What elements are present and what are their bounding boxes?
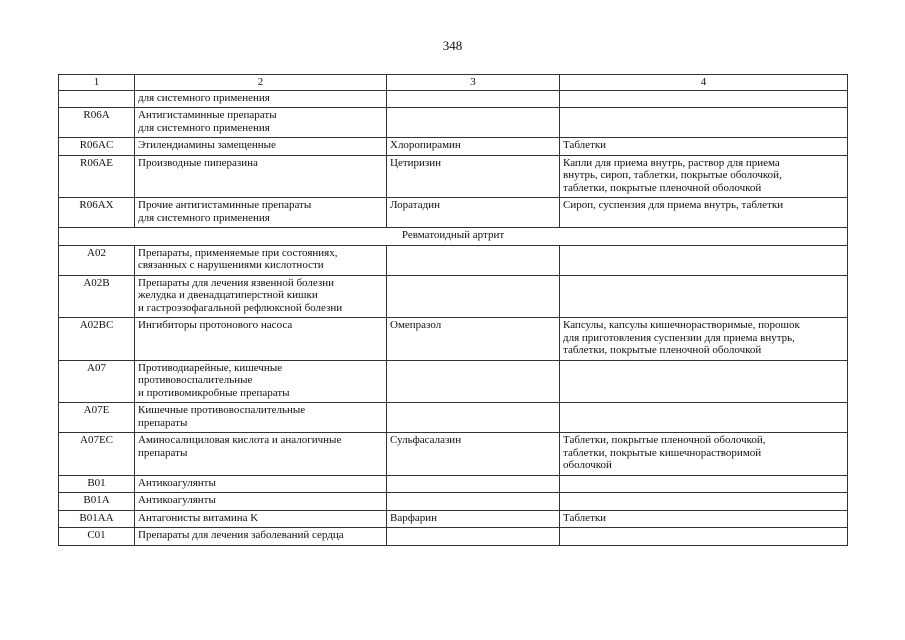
atc-group-line: для системного применения (138, 121, 270, 134)
dosage-form-cell (560, 108, 848, 138)
atc-group-cell (135, 245, 387, 275)
atc-group-line: для системного применения (138, 211, 270, 224)
atc-group-cell (135, 493, 387, 511)
atc-group-cell (135, 510, 387, 528)
atc-code-cell: R06AE (59, 155, 135, 198)
drug-name-cell (387, 275, 560, 318)
atc-group-line: Прочие антигистаминные препараты (138, 199, 312, 211)
table-row (59, 198, 848, 228)
atc-group-line: и гастроэзофагальной рефлюксной болезни (138, 301, 343, 314)
dosage-form-line: Капсулы, капсулы кишечнорастворимые, порошок (563, 319, 800, 331)
section-row (59, 228, 848, 246)
atc-group-cell (135, 360, 387, 403)
table-row (59, 433, 848, 476)
drug-name-cell (387, 475, 560, 493)
dosage-form-line: таблетки, покрытые пленочной оболочкой (563, 344, 762, 356)
atc-group-line: Противодиарейные, кишечные (138, 361, 283, 374)
dosage-form-cell (560, 275, 848, 318)
dosage-form-line: Таблетки (563, 139, 607, 151)
table-row (59, 90, 848, 108)
section-title: Ревматоидный артрит (59, 228, 848, 246)
dosage-form-line: Сироп, суспензия для приема внутрь, таблетки (563, 199, 784, 211)
table-row (59, 475, 848, 493)
dosage-form-cell (560, 138, 848, 156)
table-row (59, 155, 848, 198)
table-row (59, 318, 848, 361)
atc-group-cell (135, 433, 387, 476)
atc-group-cell (135, 90, 387, 108)
atc-code-cell: B01A (59, 493, 135, 511)
table-row (59, 360, 848, 403)
dosage-form-cell (560, 155, 848, 198)
dosage-form-cell (560, 528, 848, 546)
atc-group-line: связанных с нарушениями кислотности (138, 259, 324, 271)
atc-code-cell (59, 90, 135, 108)
drug-name-cell (387, 245, 560, 275)
atc-code-cell: C01 (59, 528, 135, 546)
drug-name-cell (387, 493, 560, 511)
dosage-form-line: Таблетки (563, 511, 607, 524)
table-body (59, 75, 848, 546)
drug-name-cell (387, 360, 560, 403)
atc-code-cell: R06AC (59, 138, 135, 156)
atc-group-cell (135, 138, 387, 156)
atc-code-cell: A07E (59, 403, 135, 433)
table-row (59, 275, 848, 318)
dosage-form-cell (560, 433, 848, 476)
atc-group-cell (135, 275, 387, 318)
header-row (59, 75, 848, 91)
header-cell-2: 2 (135, 75, 387, 91)
dosage-form-line: внутрь, сироп, таблетки, покрытые оболочкой, (563, 169, 782, 181)
table-row (59, 245, 848, 275)
dosage-form-cell (560, 90, 848, 108)
atc-group-cell (135, 403, 387, 433)
atc-code-cell: A02 (59, 245, 135, 275)
dosage-form-cell (560, 510, 848, 528)
atc-group-line: Препараты для лечения язвенной болезни (138, 276, 335, 289)
atc-group-line: препараты (138, 446, 188, 459)
dosage-form-cell (560, 198, 848, 228)
atc-code-cell: A02BC (59, 318, 135, 361)
drug-name-cell: Цетиризин (387, 155, 560, 198)
dosage-form-line: таблетки, покрытые кишечнорастворимой (563, 446, 762, 459)
atc-group-line: Антикоагулянты (138, 494, 216, 506)
atc-group-line: желудка и двенадцатиперстной кишки (138, 289, 318, 301)
drug-name-cell: Хлоропирамин (387, 138, 560, 156)
dosage-form-line: таблетки, покрытые пленочной оболочкой (563, 181, 762, 194)
atc-group-cell (135, 528, 387, 546)
atc-code-cell: B01 (59, 475, 135, 493)
dosage-form-cell (560, 403, 848, 433)
header-cell-4: 4 (560, 75, 848, 91)
drug-name-cell: Варфарин (387, 510, 560, 528)
atc-group-line: Антагонисты витамина K (138, 511, 259, 524)
atc-group-line: препараты (138, 416, 188, 429)
atc-group-line: Антигистаминные препараты (138, 109, 277, 121)
atc-group-cell (135, 155, 387, 198)
drug-name-cell: Сульфасалазин (387, 433, 560, 476)
dosage-form-line: оболочкой (563, 459, 612, 471)
atc-group-line: Аминосалициловая кислота и аналогичные (138, 434, 342, 446)
dosage-form-line: Таблетки, покрытые пленочной оболочкой, (563, 434, 766, 446)
atc-code-cell: A07 (59, 360, 135, 403)
drug-name-cell: Омепразол (387, 318, 560, 361)
atc-group-line: Препараты для лечения заболеваний сердца (138, 529, 344, 541)
atc-code-cell: A02B (59, 275, 135, 318)
page-number: 348 (442, 38, 463, 53)
dosage-form-cell (560, 245, 848, 275)
drug-name-cell: Лоратадин (387, 198, 560, 228)
dosage-form-cell (560, 318, 848, 361)
table-row (59, 403, 848, 433)
drug-name-cell (387, 528, 560, 546)
atc-group-cell (135, 318, 387, 361)
atc-code-cell: R06AX (59, 198, 135, 228)
drug-table (58, 74, 848, 546)
header-cell-3: 3 (387, 75, 560, 91)
drug-name-cell (387, 108, 560, 138)
table-row (59, 138, 848, 156)
atc-code-cell: R06A (59, 108, 135, 138)
atc-group-line: Этилендиамины замещенные (138, 139, 276, 151)
table-row (59, 493, 848, 511)
atc-group-line: Производные пиперазина (138, 156, 258, 169)
dosage-form-line: для приготовления суспензии для приема внутрь, (563, 331, 795, 344)
atc-group-line: Кишечные противовоспалительные (138, 404, 306, 416)
atc-group-line: Ингибиторы протонового насоса (138, 319, 293, 331)
drug-name-cell (387, 90, 560, 108)
atc-group-cell (135, 475, 387, 493)
dosage-form-line: Капли для приема внутрь, раствор для приема (563, 156, 780, 169)
table-row (59, 510, 848, 528)
dosage-form-cell (560, 475, 848, 493)
atc-group-cell (135, 108, 387, 138)
atc-group-line: для системного применения (138, 91, 270, 104)
table-row (59, 108, 848, 138)
dosage-form-cell (560, 360, 848, 403)
header-cell-1: 1 (59, 75, 135, 91)
atc-group-line: и противомикробные препараты (138, 386, 290, 399)
atc-group-cell (135, 198, 387, 228)
dosage-form-cell (560, 493, 848, 511)
atc-group-line: Антикоагулянты (138, 476, 216, 489)
drug-name-cell (387, 403, 560, 433)
table-row (59, 528, 848, 546)
atc-code-cell: B01AA (59, 510, 135, 528)
atc-group-line: противовоспалительные (138, 374, 253, 386)
atc-code-cell: A07EC (59, 433, 135, 476)
atc-group-line: Препараты, применяемые при состояниях, (138, 246, 338, 259)
